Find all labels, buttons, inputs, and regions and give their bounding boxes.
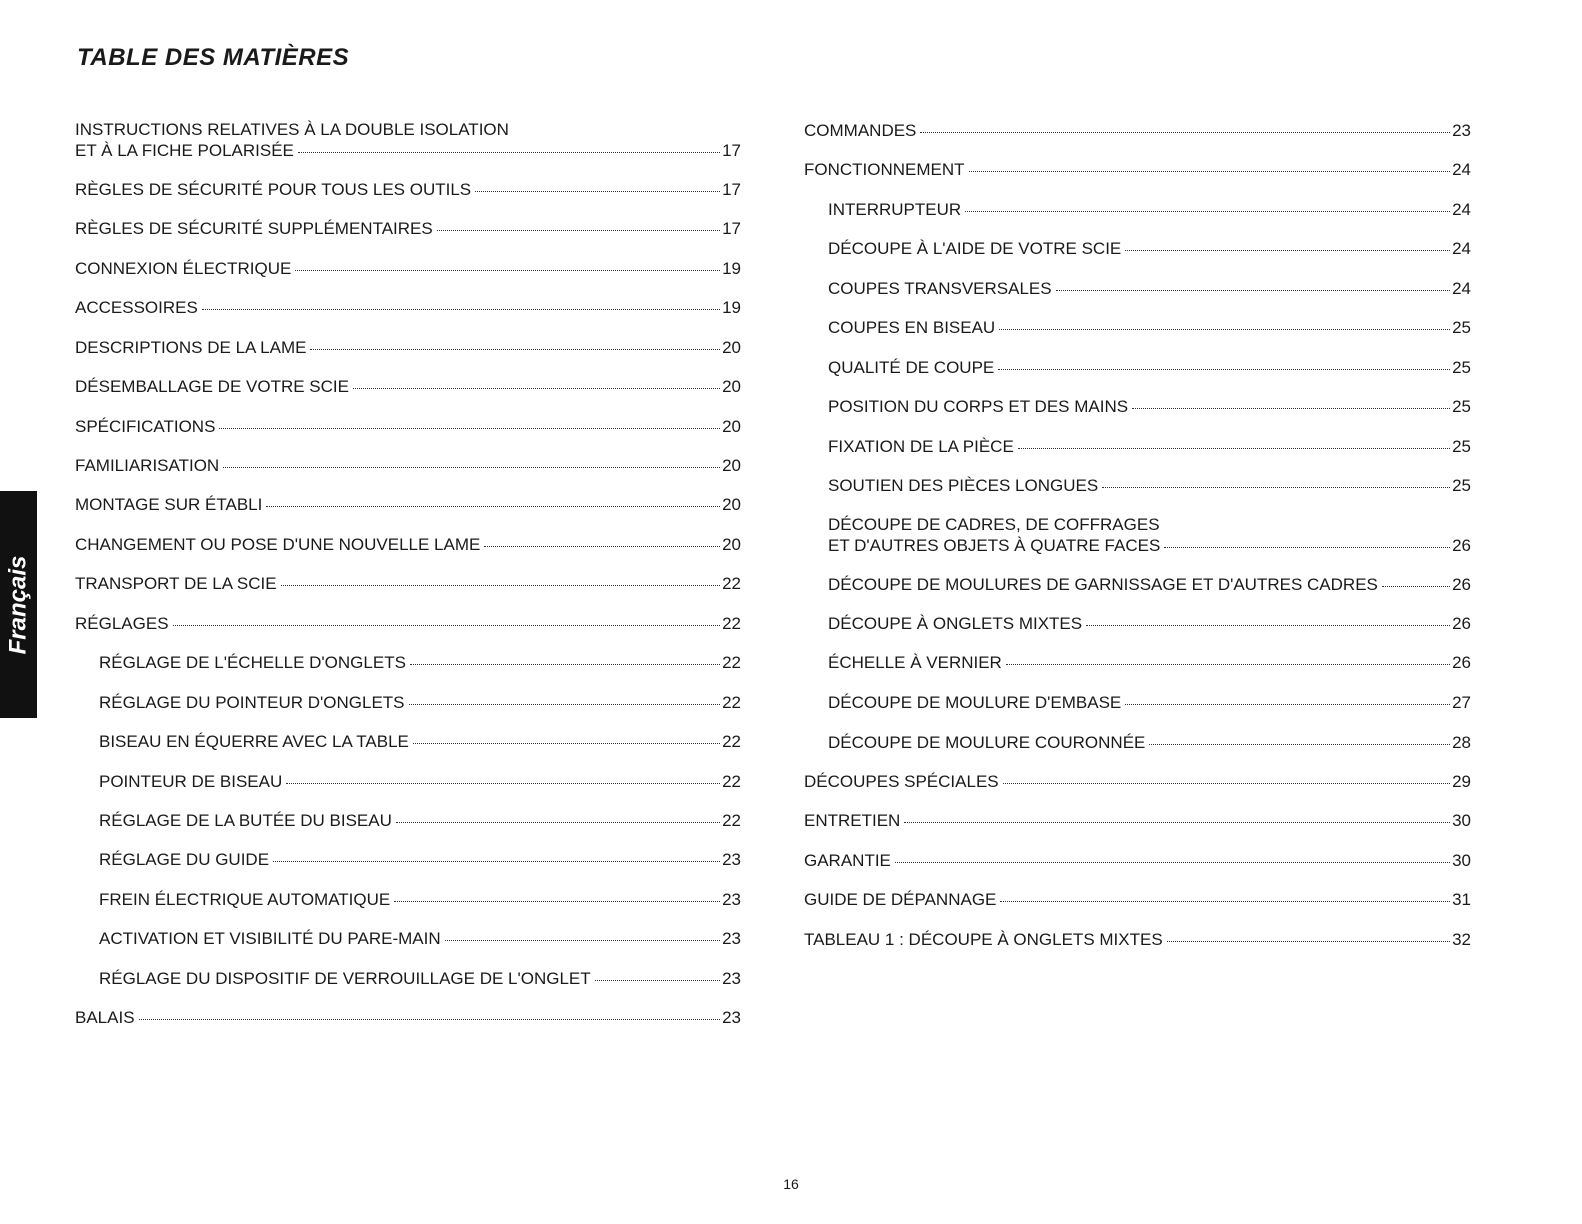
dot-leader [273, 861, 720, 862]
toc-page: 17 [722, 141, 741, 160]
toc-label: ÉCHELLE À VERNIER [828, 653, 1002, 672]
toc-page: 25 [1452, 437, 1471, 456]
dot-leader [895, 862, 1450, 863]
toc-page: 20 [722, 495, 741, 514]
toc-label: FONCTIONNEMENT [804, 160, 965, 179]
dot-leader [1149, 744, 1450, 745]
toc-subentry[interactable] [828, 239, 1471, 259]
toc-page: 30 [1452, 811, 1471, 830]
toc-entry[interactable] [804, 851, 1471, 871]
toc-subentry[interactable] [828, 733, 1471, 753]
dot-leader [484, 546, 720, 547]
toc-page: 23 [722, 850, 741, 869]
toc-subentry[interactable] [99, 890, 741, 910]
toc-page: 22 [722, 574, 741, 593]
toc-label: DÉCOUPE DE MOULURE D'EMBASE [828, 693, 1122, 712]
toc-page: 23 [1452, 121, 1471, 140]
page-number: 16 [783, 1176, 799, 1192]
toc-label: DESCRIPTIONS DE LA LAME [75, 338, 307, 357]
dot-leader [219, 428, 720, 429]
dot-leader [223, 467, 720, 468]
toc-label: GARANTIE [804, 851, 891, 870]
toc-label: BISEAU EN ÉQUERRE AVEC LA TABLE [99, 732, 409, 751]
dot-leader [139, 1019, 721, 1020]
dot-leader [298, 152, 720, 153]
side-tab-label: Français [4, 555, 32, 654]
dot-leader [286, 783, 720, 784]
toc-label: DÉCOUPE DE MOULURE COURONNÉE [828, 733, 1146, 752]
toc-label: DÉCOUPE À L'AIDE DE VOTRE SCIE [828, 239, 1122, 258]
toc-subentry[interactable] [99, 732, 741, 752]
toc-label: DÉCOUPE DE MOULURES DE GARNISSAGE ET D'AUTRES CADRES [828, 575, 1378, 594]
toc-page: 25 [1452, 476, 1471, 495]
toc-subentry[interactable] [828, 318, 1471, 338]
dot-leader [266, 506, 720, 507]
dot-leader [1086, 625, 1450, 626]
toc-label: MONTAGE SUR ÉTABLI [75, 495, 263, 514]
toc-label: BALAIS [75, 1008, 135, 1027]
toc-page: 28 [1452, 733, 1471, 752]
toc-entry[interactable] [804, 772, 1471, 792]
dot-leader [999, 329, 1450, 330]
language-side-tab [0, 491, 37, 718]
toc-subentry-first-line: DÉCOUPE DE CADRES, DE COFFRAGES [828, 515, 1160, 534]
toc-entry[interactable] [804, 121, 1471, 141]
toc-page: 17 [722, 180, 741, 199]
toc-page: 22 [722, 653, 741, 672]
dot-leader [1382, 586, 1450, 587]
toc-page: 25 [1452, 318, 1471, 337]
toc-label: SOUTIEN DES PIÈCES LONGUES [828, 476, 1099, 495]
toc-page: 24 [1452, 160, 1471, 179]
toc-label: FREIN ÉLECTRIQUE AUTOMATIQUE [99, 890, 391, 909]
toc-entry[interactable] [75, 377, 741, 397]
toc-label: DÉCOUPES SPÉCIALES [804, 772, 999, 791]
toc-entry[interactable] [804, 930, 1471, 950]
toc-page: 20 [722, 417, 741, 436]
toc-subentry[interactable] [828, 200, 1471, 220]
toc-label: ET À LA FICHE POLARISÉE [75, 141, 294, 160]
dot-leader [394, 901, 720, 902]
toc-entry[interactable] [75, 535, 741, 555]
toc-label: COUPES EN BISEAU [828, 318, 996, 337]
dot-leader [445, 940, 720, 941]
toc-page: 27 [1452, 693, 1471, 712]
toc-entry[interactable] [75, 219, 741, 239]
toc-page: 19 [722, 259, 741, 278]
toc-label: CONNEXION ÉLECTRIQUE [75, 259, 292, 278]
dot-leader [1102, 487, 1450, 488]
toc-entry[interactable] [75, 259, 741, 279]
toc-label: DÉCOUPE À ONGLETS MIXTES [828, 614, 1083, 633]
toc-page: 31 [1452, 890, 1471, 909]
toc-entry[interactable] [75, 417, 741, 437]
toc-label: RÉGLAGES [75, 614, 169, 633]
toc-page: 30 [1452, 851, 1471, 870]
toc-label: FAMILIARISATION [75, 456, 220, 475]
toc-page: 22 [722, 811, 741, 830]
toc-label: RÈGLES DE SÉCURITÉ POUR TOUS LES OUTILS [75, 180, 472, 199]
toc-page: 20 [722, 456, 741, 475]
dot-leader [409, 704, 721, 705]
toc-subentry[interactable] [828, 575, 1471, 595]
dot-leader [1132, 408, 1450, 409]
toc-subentry[interactable] [99, 969, 741, 989]
toc-label: GUIDE DE DÉPANNAGE [804, 890, 997, 909]
toc-label: RÉGLAGE DU GUIDE [99, 850, 270, 869]
toc-entry[interactable] [75, 1008, 741, 1028]
toc-subentry[interactable] [828, 437, 1471, 457]
toc-entry[interactable] [804, 811, 1471, 831]
dot-leader [969, 171, 1451, 172]
toc-subentry[interactable] [99, 811, 741, 831]
toc-page: 20 [722, 377, 741, 396]
toc-label: QUALITÉ DE COUPE [828, 358, 995, 377]
toc-page: 23 [722, 890, 741, 909]
toc-page: 24 [1452, 200, 1471, 219]
toc-page: 20 [722, 338, 741, 357]
dot-leader [1125, 704, 1450, 705]
toc-label: RÉGLAGE DE L'ÉCHELLE D'ONGLETS [99, 653, 406, 672]
dot-leader [173, 625, 721, 626]
dot-leader [413, 743, 720, 744]
dot-leader [353, 388, 720, 389]
toc-label: RÉGLAGE DU POINTEUR D'ONGLETS [99, 693, 405, 712]
toc-subentry[interactable] [99, 929, 741, 949]
dot-leader [1164, 547, 1450, 548]
dot-leader [202, 309, 720, 310]
dot-leader [1000, 901, 1450, 902]
dot-leader [920, 132, 1450, 133]
toc-page: 25 [1452, 358, 1471, 377]
dot-leader [965, 211, 1450, 212]
toc-page: 26 [1452, 536, 1471, 555]
dot-leader [1167, 941, 1450, 942]
toc-label: COUPES TRANSVERSALES [828, 279, 1052, 298]
dot-leader [1018, 448, 1450, 449]
toc-label: RÉGLAGE DE LA BUTÉE DU BISEAU [99, 811, 392, 830]
toc-page: 25 [1452, 397, 1471, 416]
toc-page: 23 [722, 929, 741, 948]
dot-leader [1056, 290, 1450, 291]
toc-entry[interactable] [75, 298, 741, 318]
toc-subentry[interactable] [828, 476, 1471, 496]
toc-label: DÉSEMBALLAGE DE VOTRE SCIE [75, 377, 349, 396]
toc-label: TABLEAU 1 : DÉCOUPE À ONGLETS MIXTES [804, 930, 1163, 949]
toc-label: POINTEUR DE BISEAU [99, 772, 283, 791]
toc-subentry[interactable] [99, 653, 741, 673]
toc-page: 23 [722, 969, 741, 988]
toc-subentry[interactable] [828, 397, 1471, 417]
toc-entry[interactable] [804, 890, 1471, 910]
toc-entry[interactable] [75, 574, 741, 594]
toc-page: 24 [1452, 239, 1471, 258]
dot-leader [1003, 783, 1450, 784]
toc-page: 19 [722, 298, 741, 317]
toc-label: INTERRUPTEUR [828, 200, 962, 219]
toc-page: 23 [722, 1008, 741, 1027]
toc-entry[interactable] [75, 338, 741, 358]
toc-label: TRANSPORT DE LA SCIE [75, 574, 277, 593]
toc-page: 22 [722, 693, 741, 712]
toc-label: ENTRETIEN [804, 811, 901, 830]
toc-page: 24 [1452, 279, 1471, 298]
toc-label: FIXATION DE LA PIÈCE [828, 437, 1014, 456]
toc-page: 26 [1452, 653, 1471, 672]
toc-entry[interactable] [75, 614, 741, 634]
toc-subentry[interactable] [828, 358, 1471, 378]
toc-page: 22 [722, 732, 741, 751]
dot-leader [998, 369, 1450, 370]
dot-leader [396, 822, 720, 823]
toc-entry-first-line: INSTRUCTIONS RELATIVES À LA DOUBLE ISOLATION [75, 120, 509, 139]
dot-leader [904, 822, 1450, 823]
dot-leader [1125, 250, 1450, 251]
dot-leader [295, 270, 720, 271]
toc-label: ACTIVATION ET VISIBILITÉ DU PARE-MAIN [99, 929, 441, 948]
dot-leader [310, 349, 720, 350]
toc-label: RÈGLES DE SÉCURITÉ SUPPLÉMENTAIRES [75, 219, 433, 238]
toc-page: 17 [722, 219, 741, 238]
toc-label: SPÉCIFICATIONS [75, 417, 216, 436]
toc-entry[interactable] [75, 495, 741, 515]
toc-subentry[interactable] [828, 614, 1471, 634]
dot-leader [281, 585, 721, 586]
toc-page: 26 [1452, 575, 1471, 594]
toc-subentry[interactable] [828, 693, 1471, 713]
toc-page: 26 [1452, 614, 1471, 633]
toc-subentry[interactable] [828, 536, 1471, 556]
toc-entry[interactable] [75, 180, 741, 200]
toc-subentry[interactable] [99, 693, 741, 713]
dot-leader [410, 664, 720, 665]
toc-label: ET D'AUTRES OBJETS À QUATRE FACES [828, 536, 1161, 555]
toc-subentry[interactable] [99, 850, 741, 870]
toc-page: 32 [1452, 930, 1471, 949]
toc-entry[interactable] [75, 456, 741, 476]
dot-leader [595, 980, 720, 981]
dot-leader [475, 191, 720, 192]
toc-subentry[interactable] [828, 279, 1471, 299]
toc-entry[interactable] [804, 160, 1471, 180]
toc-page: 22 [722, 772, 741, 791]
toc-subentry[interactable] [99, 772, 741, 792]
toc-label: POSITION DU CORPS ET DES MAINS [828, 397, 1129, 416]
dot-leader [1006, 664, 1450, 665]
toc-label: CHANGEMENT OU POSE D'UNE NOUVELLE LAME [75, 535, 481, 554]
page-title: TABLE DES MATIÈRES [77, 44, 350, 71]
toc-label: RÉGLAGE DU DISPOSITIF DE VERROUILLAGE DE L'ONGLET [99, 969, 591, 988]
toc-entry[interactable] [75, 141, 741, 161]
toc-label: COMMANDES [804, 121, 917, 140]
dot-leader [437, 230, 720, 231]
toc-page: 29 [1452, 772, 1471, 791]
toc-page: 20 [722, 535, 741, 554]
toc-page: 22 [722, 614, 741, 633]
toc-subentry[interactable] [828, 653, 1471, 673]
toc-label: ACCESSOIRES [75, 298, 198, 317]
